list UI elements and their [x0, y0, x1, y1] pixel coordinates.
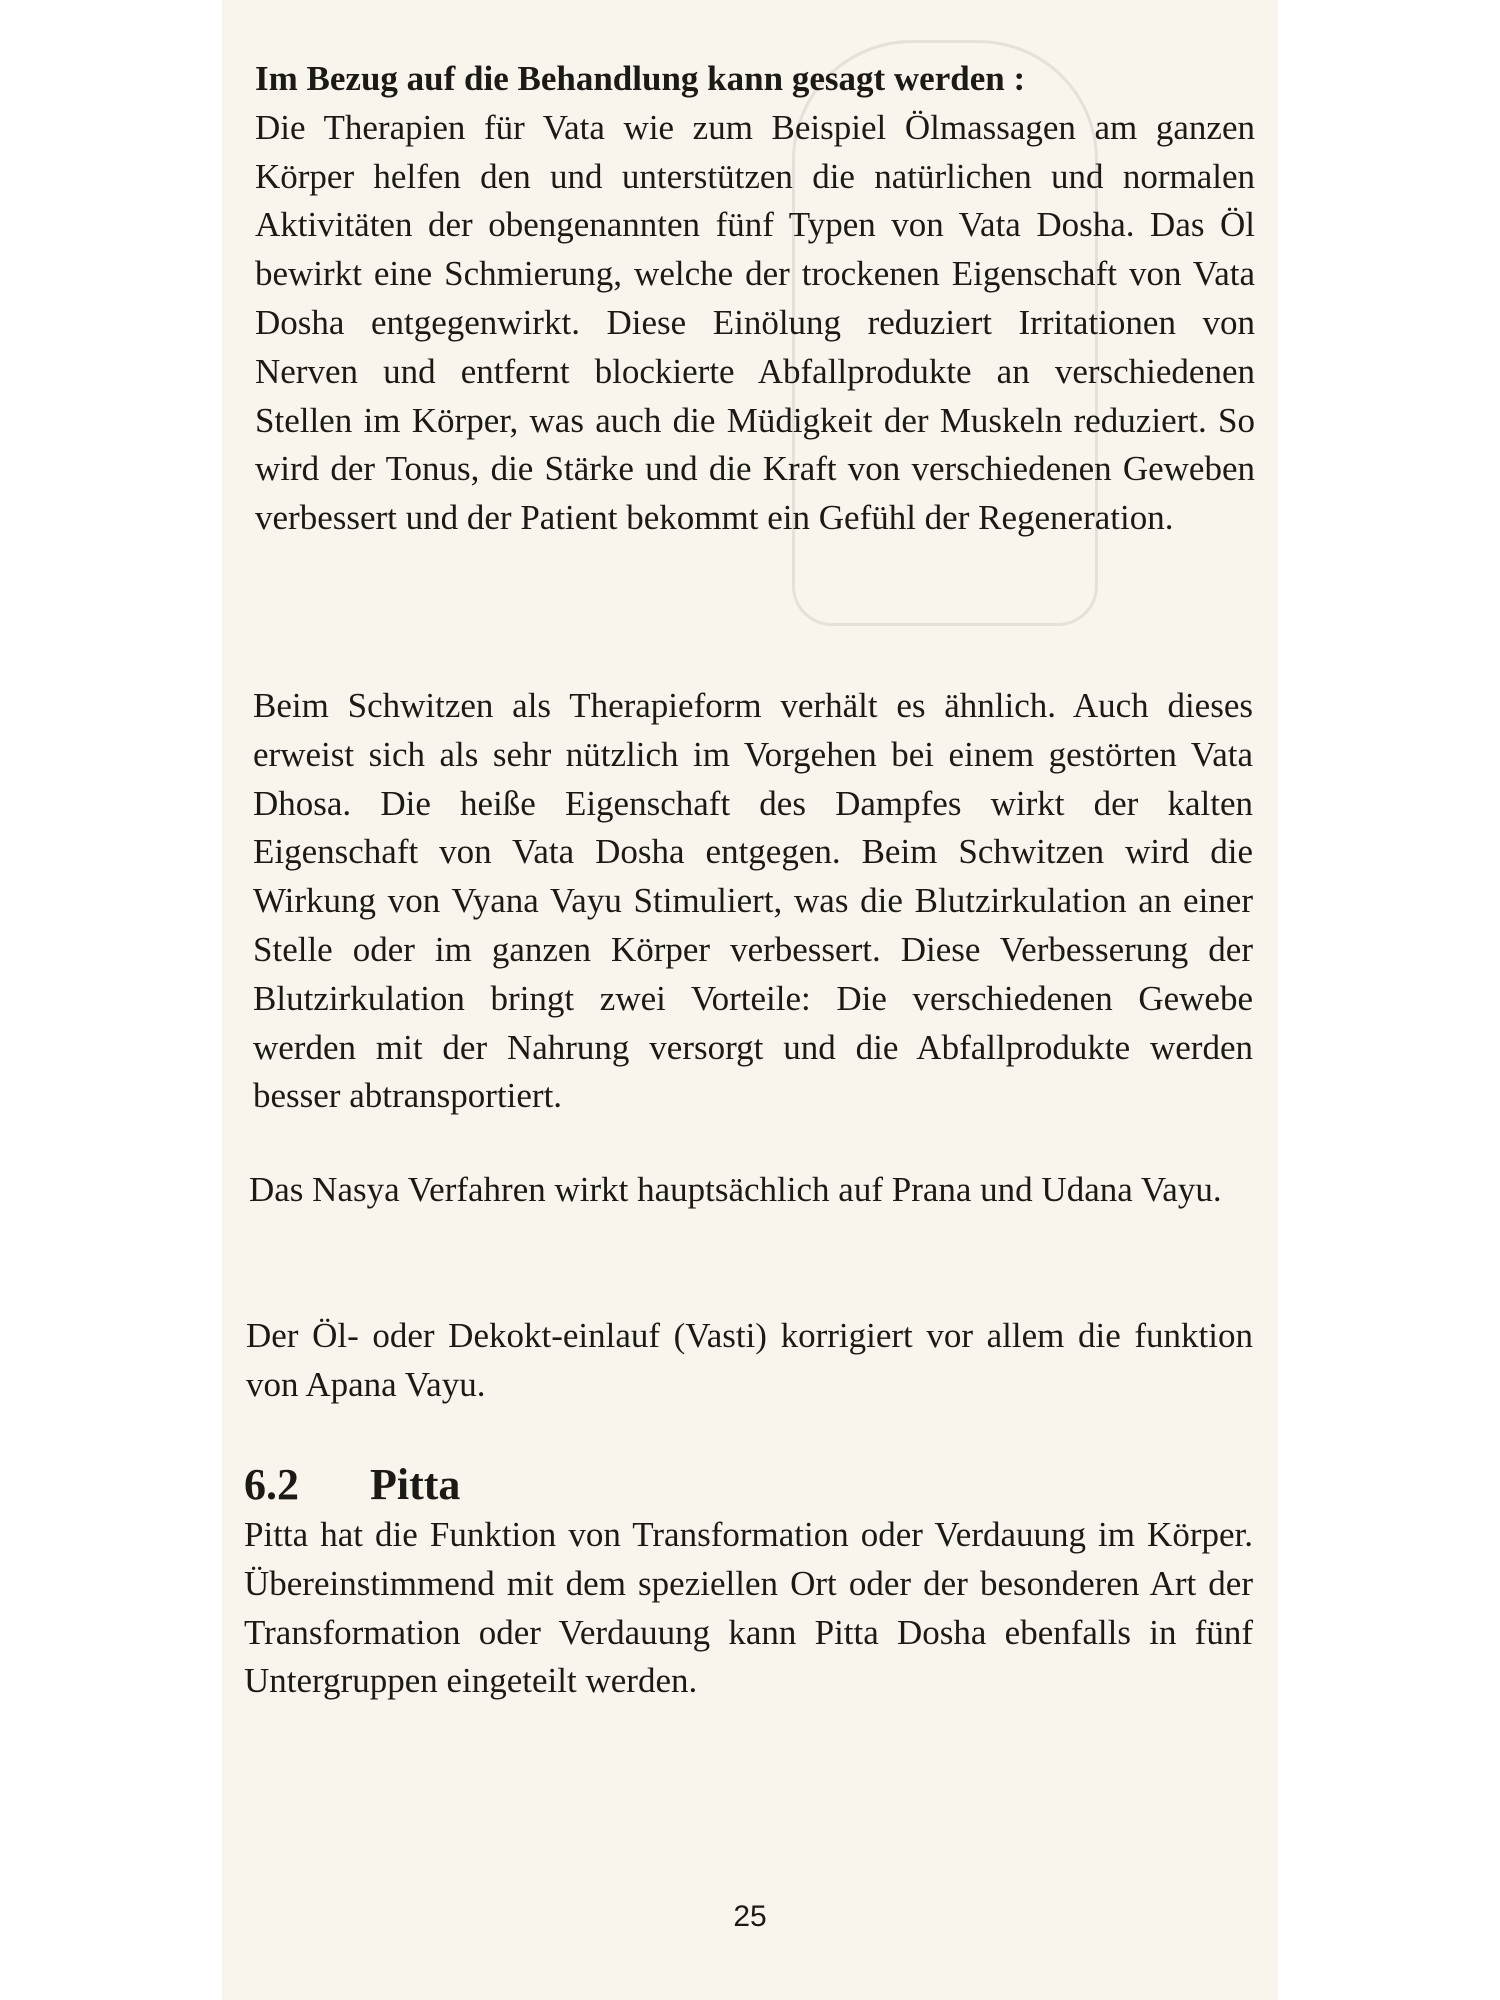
treatment-paragraph-text: Die Therapien für Vata wie zum Beispiel Ölmassagen am ganzen Körper helfen den und unterstützen die natürlichen und normalen Aktivitäten der obengenannten fünf Typen von Vata Dosha. Das Öl bewirkt eine Schmierung, welche der trockenen Eigenschaft von Vata Dosha entgegenwirkt. Diese Einölung reduziert Irritationen von Nerven und entfernt blockierte Abfallprodukte an verschiedenen Stellen im Körper, was auch die Müdigkeit der Muskeln reduziert. So wird der Tonus, die Stärke und die Kraft von verschiedenen Geweben verbessert und der Patient bekommt ein Gefühl der Regeneration.	[255, 107, 1255, 538]
treatment-paragraph	[255, 55, 1255, 543]
sweating-paragraph	[253, 682, 1253, 1121]
book-page	[222, 0, 1278, 2000]
nasya-paragraph	[249, 1166, 1253, 1215]
page-number: 25	[733, 1900, 767, 1933]
sweating-paragraph-text: Beim Schwitzen als Therapieform verhält es ähnlich. Auch dieses erweist sich als sehr nützlich im Vorgehen bei einem gestörten Vata Dhosa. Die heiße Eigenschaft des Dampfes wirkt der kalten Eigenschaft von Vata Dosha entgegen. Beim Schwitzen wird die Wirkung von Vyana Vayu Stimuliert, was die Blutzirkulation an einer Stelle oder im ganzen Körper verbessert. Diese Verbesserung der Blutzirkulation bringt zwei Vorteile: Die verschiedenen Gewebe werden mit der Nahrung versorgt und die Abfallprodukte werden besser abtransportiert.	[253, 686, 1253, 1116]
vasti-paragraph-text: Der Öl- oder Dekokt-einlauf (Vasti) korrigiert vor allem die funktion von Apana Vayu.	[246, 1316, 1253, 1404]
vasti-paragraph	[246, 1312, 1253, 1410]
section-number: 6.2	[244, 1460, 299, 1509]
nasya-paragraph-text: Das Nasya Verfahren wirkt hauptsächlich auf Prana und Udana Vayu.	[249, 1170, 1222, 1209]
pitta-paragraph-text: Pitta hat die Funktion von Transformation oder Verdauung im Körper. Übereinstimmend mit dem speziellen Ort oder der besonderen Art der Transformation oder Verdauung kann Pitta Dosha ebenfalls in fünf Untergruppen eingeteilt werden.	[244, 1515, 1253, 1701]
page-content	[222, 0, 1278, 2000]
treatment-heading: Im Bezug auf die Behandlung kann gesagt werden :	[255, 59, 1026, 98]
section-title: Pitta	[370, 1460, 461, 1509]
pitta-paragraph	[244, 1511, 1253, 1706]
section-heading	[244, 1457, 460, 1513]
